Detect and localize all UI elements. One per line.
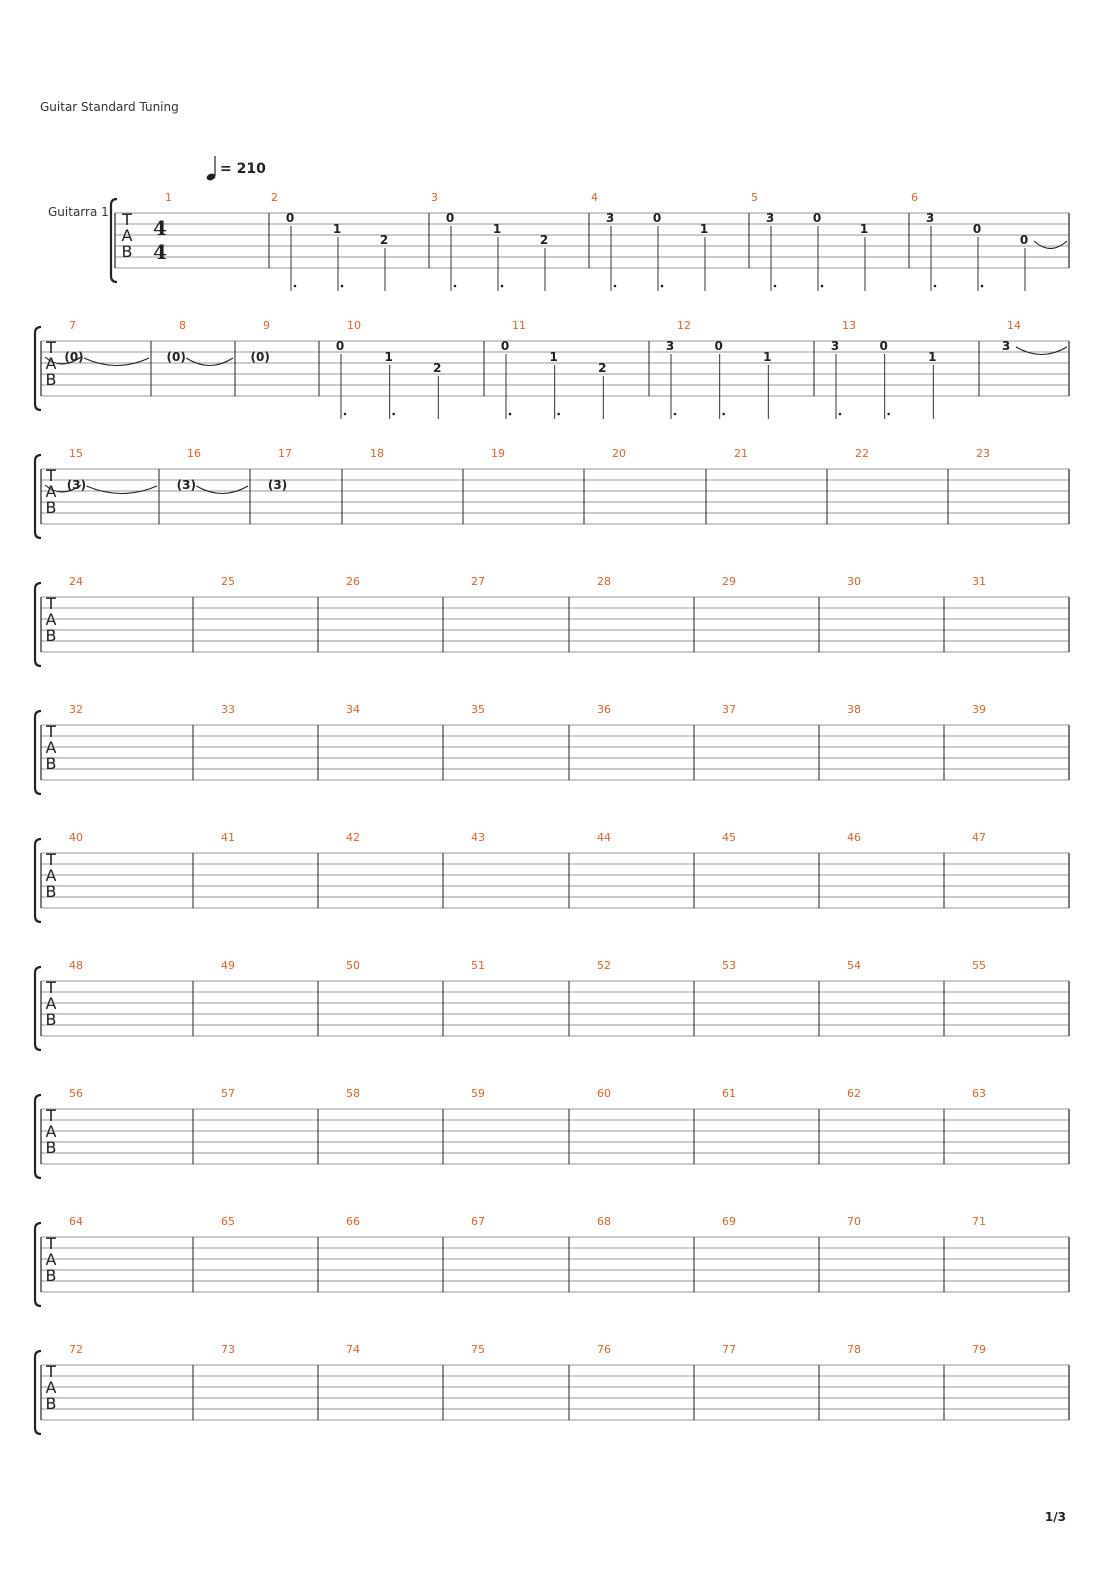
tab-clef-letter: B bbox=[45, 498, 57, 517]
fret-number: 0 bbox=[714, 339, 723, 353]
measure-number: 9 bbox=[263, 319, 270, 332]
measure-number: 57 bbox=[221, 1087, 235, 1100]
measure-number: 77 bbox=[722, 1343, 736, 1356]
fret-number: 3 bbox=[830, 339, 840, 353]
dot bbox=[341, 285, 344, 288]
measure-number: 43 bbox=[471, 831, 485, 844]
measure-number: 51 bbox=[471, 959, 485, 972]
measure-number: 17 bbox=[278, 447, 292, 460]
measure-number: 73 bbox=[221, 1343, 235, 1356]
fret-number: 3 bbox=[665, 339, 675, 353]
measure-number: 54 bbox=[847, 959, 861, 972]
measure-number: 41 bbox=[221, 831, 235, 844]
measure-number: 69 bbox=[722, 1215, 736, 1228]
measure-number: 40 bbox=[69, 831, 83, 844]
tie-arc bbox=[1034, 241, 1067, 249]
measure-number: 79 bbox=[972, 1343, 986, 1356]
fret-number: 1 bbox=[859, 222, 869, 236]
measure-number: 39 bbox=[972, 703, 986, 716]
measure-number: 60 bbox=[597, 1087, 611, 1100]
system-brace bbox=[35, 839, 41, 922]
system-brace bbox=[35, 711, 41, 794]
tab-clef-letter: A bbox=[45, 1122, 57, 1141]
measure-number: 47 bbox=[972, 831, 986, 844]
measure-number: 34 bbox=[346, 703, 360, 716]
fret-number: 0 bbox=[652, 211, 662, 225]
measure-number: 59 bbox=[471, 1087, 485, 1100]
tie-arc bbox=[86, 486, 157, 494]
dot bbox=[614, 285, 617, 288]
fret-number: 1 bbox=[549, 350, 558, 364]
tab-clef-letter: A bbox=[45, 610, 57, 629]
measure-number: 3 bbox=[431, 191, 438, 204]
tab-clef-letter: T bbox=[46, 1106, 56, 1125]
tab-clef-letter: B bbox=[45, 1394, 57, 1413]
measure-number: 23 bbox=[976, 447, 990, 460]
measure-number: 70 bbox=[847, 1215, 861, 1228]
fret-number: 0 bbox=[1019, 233, 1029, 247]
measure-number: 58 bbox=[346, 1087, 360, 1100]
fret-number: 0 bbox=[879, 339, 888, 353]
measure-number: 75 bbox=[471, 1343, 485, 1356]
tie-arc bbox=[186, 358, 233, 366]
fret-number: 0 bbox=[335, 339, 345, 353]
instrument-name: Guitarra 1 bbox=[48, 205, 109, 219]
tab-clef-letter: B bbox=[45, 370, 57, 389]
fret-number: 2 bbox=[539, 233, 549, 247]
system-brace bbox=[111, 199, 117, 282]
measure-number: 33 bbox=[221, 703, 235, 716]
measure-number: 25 bbox=[221, 575, 235, 588]
measure-number: 14 bbox=[1007, 319, 1021, 332]
tab-clef-letter: T bbox=[46, 594, 56, 613]
measure-number: 49 bbox=[221, 959, 235, 972]
measure-number: 37 bbox=[722, 703, 736, 716]
measure-number: 67 bbox=[471, 1215, 485, 1228]
tab-clef-letter: T bbox=[46, 1362, 56, 1381]
dot bbox=[887, 413, 890, 416]
measure-number: 6 bbox=[911, 191, 918, 204]
measure-number: 19 bbox=[491, 447, 505, 460]
measure-number: 27 bbox=[471, 575, 485, 588]
fret-number: 3 bbox=[605, 211, 615, 225]
system-brace bbox=[35, 455, 41, 538]
fret-number: (3) bbox=[66, 478, 87, 492]
measure-number: 8 bbox=[179, 319, 186, 332]
tab-clef-letter: B bbox=[121, 242, 133, 261]
measure-number: 52 bbox=[597, 959, 611, 972]
measure-number: 55 bbox=[972, 959, 986, 972]
tie-arc bbox=[1016, 347, 1067, 355]
measure-number: 18 bbox=[370, 447, 384, 460]
tempo-value: = 210 bbox=[220, 161, 266, 177]
measure-number: 61 bbox=[722, 1087, 736, 1100]
tab-clef-letter: A bbox=[45, 1378, 57, 1397]
fret-number: 3 bbox=[1001, 339, 1011, 353]
measure-number: 38 bbox=[847, 703, 861, 716]
measure-number: 53 bbox=[722, 959, 736, 972]
measure-number: 63 bbox=[972, 1087, 986, 1100]
measure-number: 2 bbox=[271, 191, 278, 204]
tab-clef-letter: T bbox=[46, 850, 56, 869]
fret-number: 3 bbox=[925, 211, 935, 225]
measure-number: 24 bbox=[69, 575, 83, 588]
system-brace bbox=[35, 967, 41, 1050]
measure-number: 21 bbox=[734, 447, 748, 460]
tab-clef-letter: T bbox=[46, 722, 56, 741]
tab-clef-letter: A bbox=[45, 482, 57, 501]
measure-number: 16 bbox=[187, 447, 201, 460]
dot bbox=[934, 285, 937, 288]
measure-number: 36 bbox=[597, 703, 611, 716]
fret-number: 1 bbox=[384, 350, 393, 364]
fret-number: (0) bbox=[250, 350, 270, 364]
tab-clef-letter: A bbox=[45, 354, 57, 373]
dot bbox=[661, 285, 664, 288]
system-brace bbox=[35, 583, 41, 666]
dot bbox=[392, 413, 395, 416]
fret-number: 2 bbox=[598, 361, 607, 375]
dot bbox=[722, 413, 725, 416]
measure-number: 31 bbox=[972, 575, 986, 588]
fret-number: 1 bbox=[699, 222, 709, 236]
tab-clef-letter: T bbox=[46, 466, 56, 485]
system-brace bbox=[35, 1351, 41, 1434]
fret-number: 0 bbox=[285, 211, 295, 225]
time-signature-top: 4 bbox=[153, 216, 167, 240]
measure-number: 5 bbox=[751, 191, 758, 204]
dot bbox=[674, 413, 677, 416]
dot bbox=[344, 413, 347, 416]
measure-number: 68 bbox=[597, 1215, 611, 1228]
measure-number: 71 bbox=[972, 1215, 986, 1228]
tie-arc bbox=[84, 358, 149, 366]
measure-number: 20 bbox=[612, 447, 626, 460]
measure-number: 13 bbox=[842, 319, 856, 332]
measure-number: 28 bbox=[597, 575, 611, 588]
measure-number: 15 bbox=[69, 447, 83, 460]
tab-clef-letter: A bbox=[45, 1250, 57, 1269]
tab-clef-letter: T bbox=[46, 338, 56, 357]
tuning-label: Guitar Standard Tuning bbox=[40, 100, 179, 114]
tab-clef-letter: B bbox=[45, 754, 57, 773]
measure-number: 42 bbox=[346, 831, 360, 844]
measure-number: 50 bbox=[346, 959, 360, 972]
measure-number: 64 bbox=[69, 1215, 83, 1228]
measure-number: 11 bbox=[512, 319, 526, 332]
measure-number: 32 bbox=[69, 703, 83, 716]
fret-number: 1 bbox=[928, 350, 937, 364]
measure-number: 46 bbox=[847, 831, 861, 844]
fret-number: (3) bbox=[176, 478, 196, 492]
tab-clef-letter: A bbox=[45, 994, 57, 1013]
dot bbox=[557, 413, 560, 416]
tab-clef-letter: A bbox=[121, 226, 133, 245]
measure-number: 78 bbox=[847, 1343, 861, 1356]
fret-number: 0 bbox=[812, 211, 822, 225]
fret-number: 0 bbox=[972, 222, 982, 236]
measure-number: 45 bbox=[722, 831, 736, 844]
fret-number: 2 bbox=[379, 233, 389, 247]
system-brace bbox=[35, 327, 41, 410]
fret-number: (3) bbox=[267, 478, 288, 492]
tab-clef-letter: B bbox=[45, 1138, 57, 1157]
fret-number: 0 bbox=[500, 339, 510, 353]
fret-number: 1 bbox=[332, 222, 342, 236]
tab-clef-letter: B bbox=[45, 1010, 57, 1029]
measure-number: 10 bbox=[347, 319, 361, 332]
tab-clef-letter: A bbox=[45, 738, 57, 757]
system-brace bbox=[35, 1095, 41, 1178]
measure-number: 74 bbox=[346, 1343, 360, 1356]
tie-arc bbox=[196, 486, 248, 494]
measure-number: 30 bbox=[847, 575, 861, 588]
tab-clef-letter: T bbox=[46, 978, 56, 997]
measure-number: 26 bbox=[346, 575, 360, 588]
dot bbox=[454, 285, 457, 288]
tab-clef-letter: B bbox=[45, 882, 57, 901]
tab-clef-letter: B bbox=[45, 1266, 57, 1285]
measure-number: 72 bbox=[69, 1343, 83, 1356]
tab-clef-letter: T bbox=[122, 210, 132, 229]
fret-number: (0) bbox=[166, 350, 186, 364]
dot bbox=[774, 285, 777, 288]
measure-number: 76 bbox=[597, 1343, 611, 1356]
fret-number: 3 bbox=[765, 211, 775, 225]
dot bbox=[981, 285, 984, 288]
page-number: 1/3 bbox=[1044, 1510, 1066, 1524]
measure-number: 29 bbox=[722, 575, 736, 588]
fret-number: (0) bbox=[64, 350, 84, 364]
fret-number: 1 bbox=[763, 350, 772, 364]
measure-number: 4 bbox=[591, 191, 598, 204]
dot bbox=[509, 413, 512, 416]
measure-number: 7 bbox=[69, 319, 76, 332]
dot bbox=[839, 413, 842, 416]
fret-number: 2 bbox=[433, 361, 442, 375]
tab-clef-letter: A bbox=[45, 866, 57, 885]
tab-clef-letter: B bbox=[45, 626, 57, 645]
measure-number: 22 bbox=[855, 447, 869, 460]
dot bbox=[501, 285, 504, 288]
measure-number: 12 bbox=[677, 319, 691, 332]
measure-number: 62 bbox=[847, 1087, 861, 1100]
measure-number: 65 bbox=[221, 1215, 235, 1228]
measure-number: 35 bbox=[471, 703, 485, 716]
fret-number: 1 bbox=[492, 222, 502, 236]
measure-number: 1 bbox=[165, 191, 172, 204]
dot bbox=[294, 285, 297, 288]
measure-number: 56 bbox=[69, 1087, 83, 1100]
dot bbox=[821, 285, 824, 288]
fret-number: 0 bbox=[445, 211, 455, 225]
time-signature-bottom: 4 bbox=[153, 240, 167, 264]
measure-number: 48 bbox=[69, 959, 83, 972]
system-brace bbox=[35, 1223, 41, 1306]
tab-clef-letter: T bbox=[46, 1234, 56, 1253]
measure-number: 44 bbox=[597, 831, 611, 844]
measure-number: 66 bbox=[346, 1215, 360, 1228]
